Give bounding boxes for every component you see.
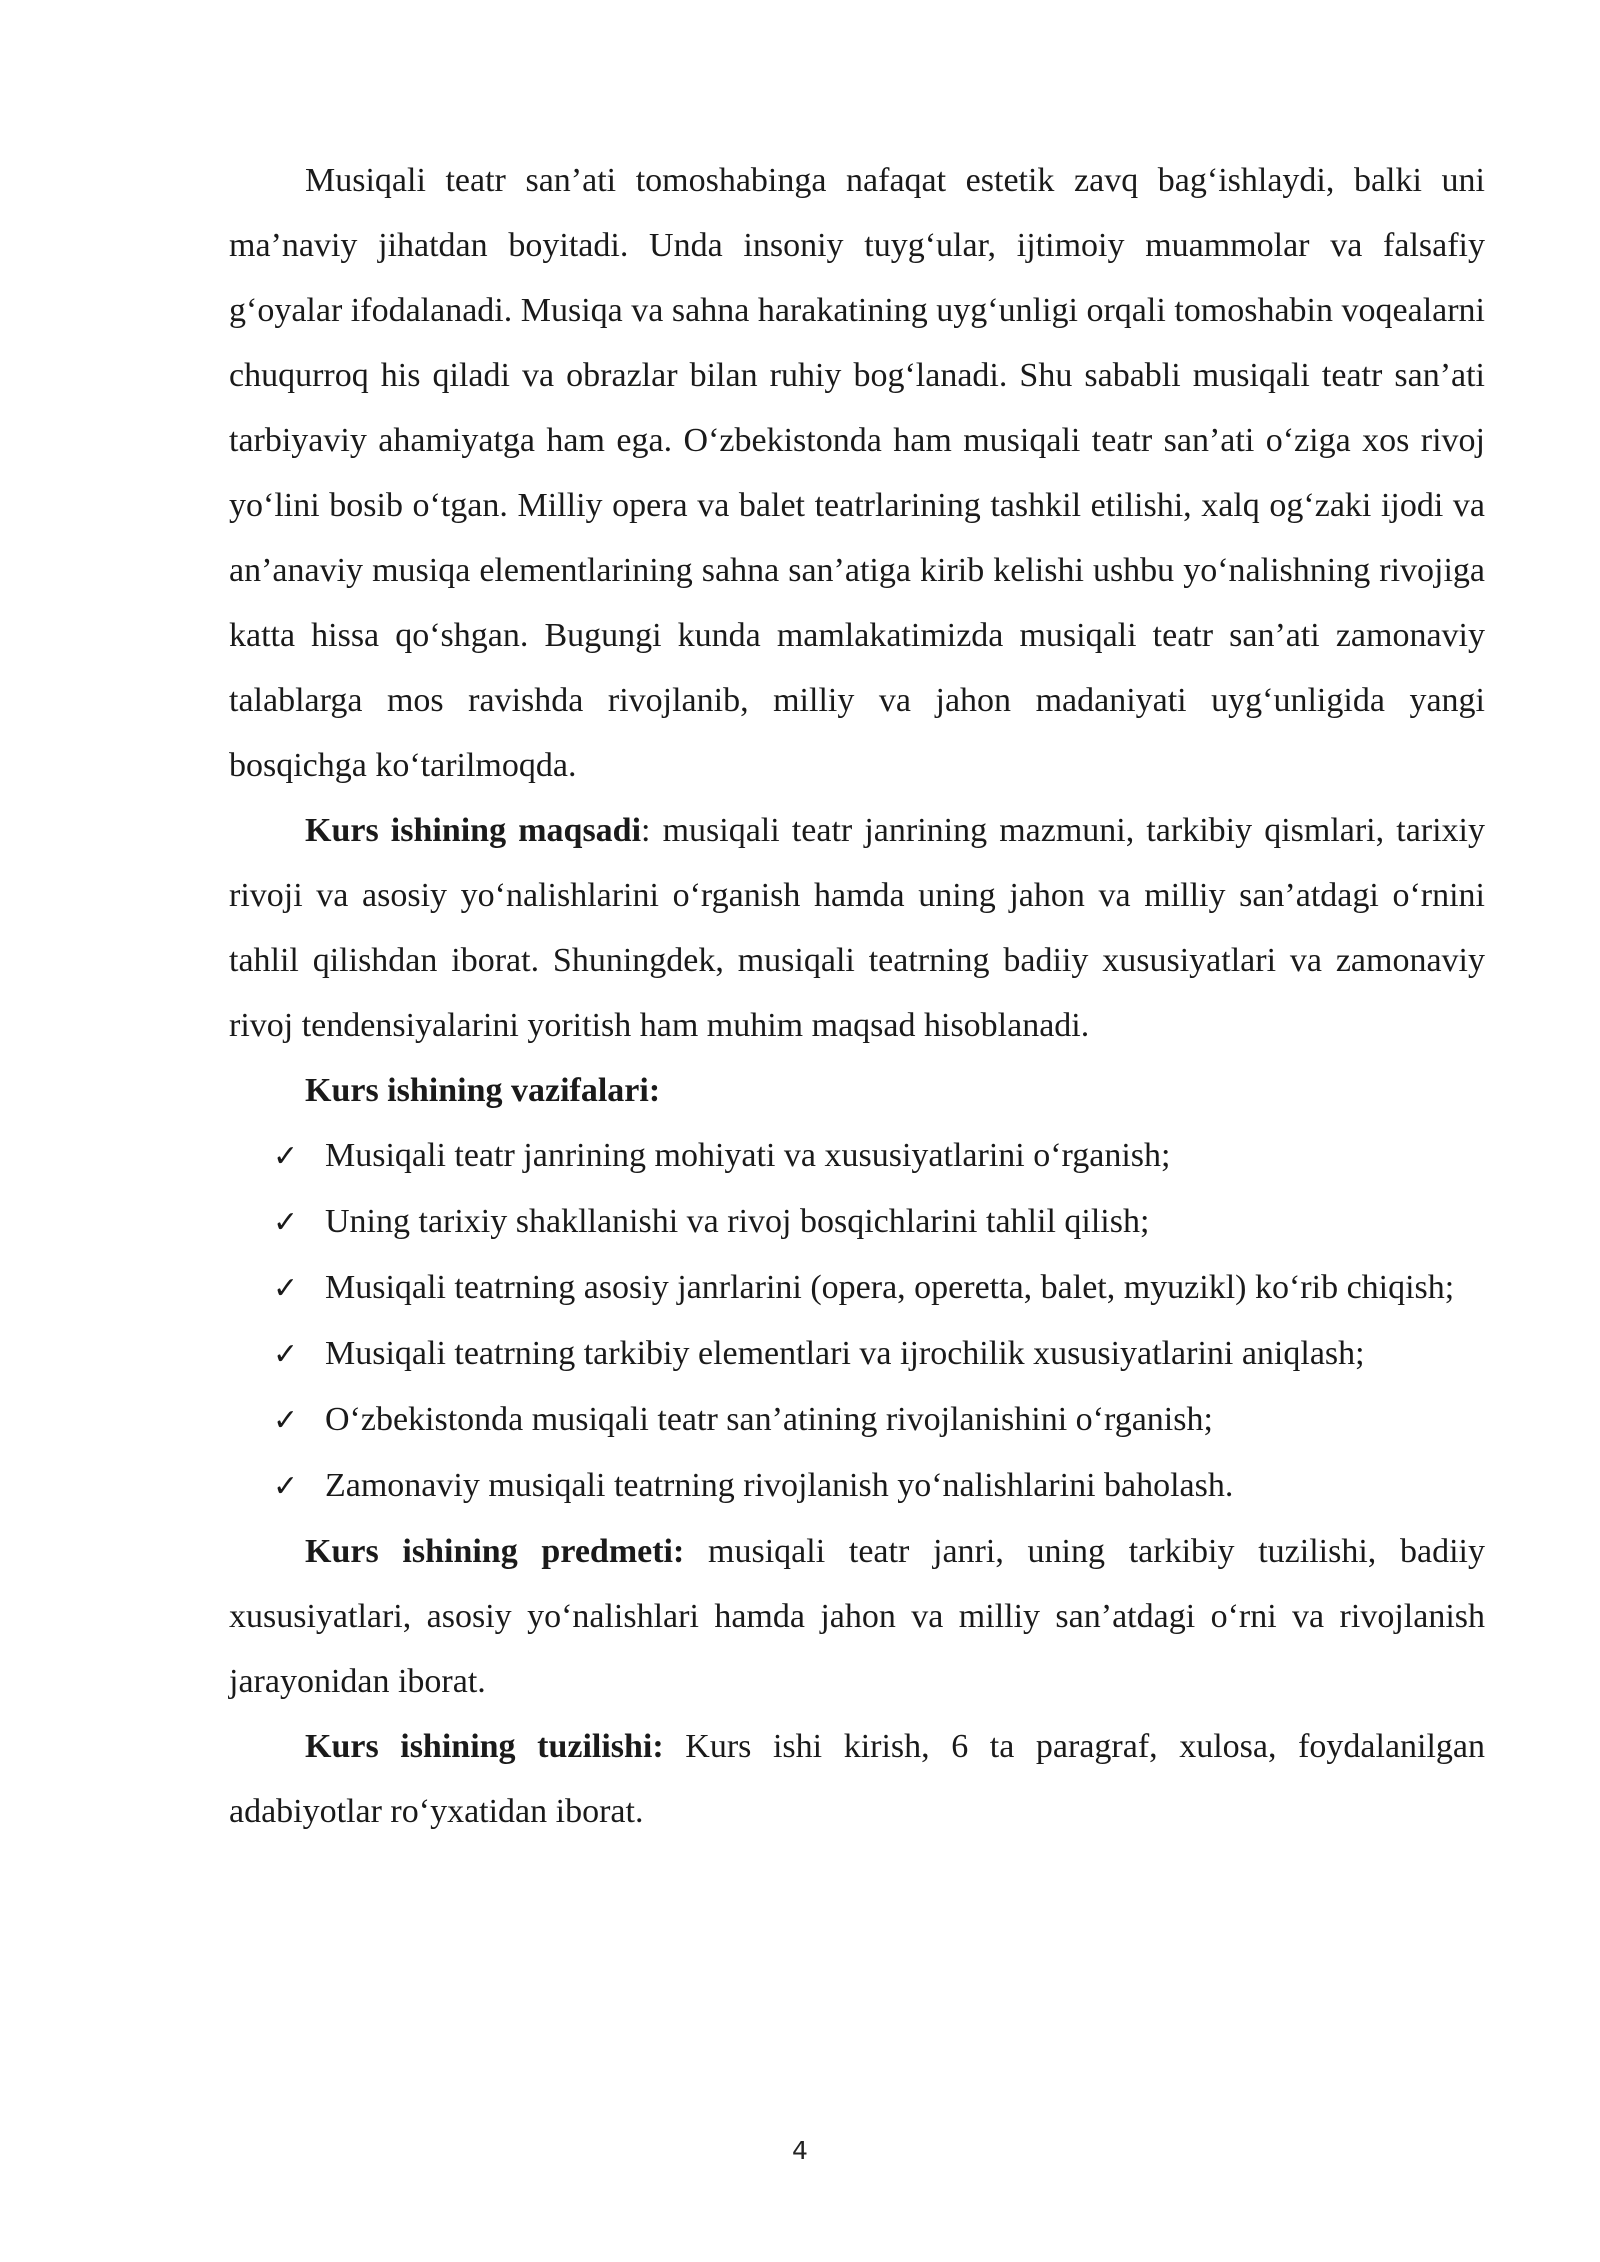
checkmark-icon: ✓ (273, 1403, 299, 1438)
task-text: Musiqali teatrning asosiy janrlarini (opera, operetta, balet, myuzikl) ko‘rib chiqish; (325, 1269, 1455, 1306)
goal-text: : musiqali teatr janrining mazmuni, tarkibiy qismlari, tarixiy rivoji va asosiy yo‘nalishlarini o‘rganish hamda uning jahon va milliy san’atdagi o‘rnini tahlil qilishdan iborat. Shuningdek, musiqali teatrning badiiy xususiyatlari va zamonaviy rivoj tendensiyalarini yoritish ham muhim maqsad hisoblanadi. (229, 812, 1486, 1044)
checkmark-icon: ✓ (273, 1205, 299, 1240)
list-item (229, 1321, 1485, 1387)
task-text: Musiqali teatrning tarkibiy elementlari va ijrochilik xususiyatlarini aniqlash; (325, 1335, 1365, 1372)
list-item (229, 1123, 1485, 1189)
tasks-list (229, 1123, 1485, 1519)
task-text: O‘zbekistonda musiqali teatr san’atining rivojlanishini o‘rganish; (325, 1401, 1213, 1438)
subject-text: musiqali teatr janri, uning tarkibiy tuzilishi, badiiy xususiyatlari, asosiy yo‘nalishlari hamda jahon va milliy san’atdagi o‘rni va rivojlanish jarayonidan iborat. (229, 1533, 1485, 1700)
subject-paragraph (229, 1519, 1485, 1714)
document-page (229, 148, 1485, 1844)
page-number: 4 (792, 2136, 808, 2165)
structure-label: Kurs ishining tuzilishi: (305, 1728, 664, 1765)
tasks-heading: Kurs ishining vazifalari: (305, 1072, 661, 1109)
list-item (229, 1453, 1485, 1519)
task-text: Musiqali teatr janrining mohiyati va xususiyatlarini o‘rganish; (325, 1137, 1171, 1174)
structure-paragraph (229, 1714, 1485, 1844)
subject-label: Kurs ishining predmeti: (305, 1533, 685, 1570)
checkmark-icon: ✓ (273, 1271, 299, 1306)
intro-paragraph: Musiqali teatr san’ati tomoshabinga nafaqat estetik zavq bag‘ishlaydi, balki uni ma’naviy jihatdan boyitadi. Unda insoniy tuyg‘ular, ijtimoiy muammolar va falsafiy g‘oyalar ifodalanadi. Musiqa va sahna harakatining uyg‘unligi orqali tomoshabin voqealarni chuqurroq his qiladi va obrazlar bilan ruhiy bog‘lanadi. Shu sababli musiqali teatr san’ati tarbiyaviy ahamiyatga ham ega. O‘zbekistonda ham musiqali teatr san’ati o‘ziga xos rivoj yo‘lini bosib o‘tgan. Milliy opera va balet teatrlarining tashkil etilishi, xalq og‘zaki ijodi va an’anaviy musiqa elementlarining sahna san’atiga kirib kelishi ushbu yo‘nalishning rivojiga katta hissa qo‘shgan. Bugungi kunda mamlakatimizda musiqali teatr san’ati zamonaviy talablarga mos ravishda rivojlanib, milliy va jahon madaniyati uyg‘unligida yangi bosqichga ko‘tarilmoqda. (229, 162, 1485, 784)
list-item (229, 1189, 1485, 1255)
goal-label: Kurs ishining maqsadi (305, 812, 642, 849)
list-item (229, 1387, 1485, 1453)
task-text: Zamonaviy musiqali teatrning rivojlanish yo‘nalishlarini baholash. (325, 1467, 1234, 1504)
goal-paragraph (229, 798, 1485, 1058)
checkmark-icon: ✓ (273, 1469, 299, 1504)
structure-text: Kurs ishi kirish, 6 ta paragraf, xulosa, foydalanilgan adabiyotlar ro‘yxatidan iborat. (229, 1728, 1486, 1830)
checkmark-icon: ✓ (273, 1139, 299, 1174)
task-text: Uning tarixiy shakllanishi va rivoj bosqichlarini tahlil qilish; (325, 1203, 1150, 1240)
checkmark-icon: ✓ (273, 1337, 299, 1372)
list-item (229, 1255, 1485, 1321)
